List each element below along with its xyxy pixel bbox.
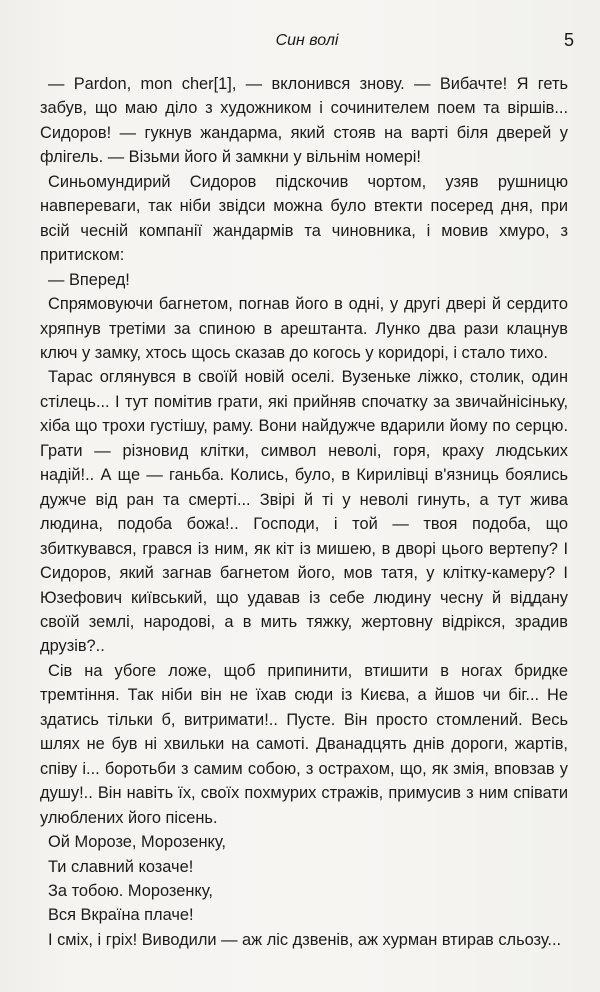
page-header	[40, 30, 574, 54]
paragraph: Синьомундирий Сидоров підскочив чортом, узяв рушницю навпереваги, так ніби звідси можна було втекти посеред дня, при всій чесній компанії жандармів та чиновника, і мовив хмуро, з притиском:	[40, 172, 568, 265]
running-title: Син волі	[275, 32, 339, 49]
verse-line: Вся Вкраїна плаче!	[48, 906, 194, 925]
paragraph: Сів на убоге ложе, щоб припинити, втишити в ногах бридке тремтіння. Так ніби він не їхав сюди із Києва, а йшов чи біг... Не здатись тільки б, витримати!.. Пусте. Він просто стомлений. Весь шлях не був ні хвильки на самоті. Дванадцять днів дороги, жартів, співу і... боротьби з самим собою, з острахом, що, як змія, вповзав у душу!.. Він навіть їх, своїх похмурих стражів, примусив з ним співати улюблених його пісень.	[40, 661, 568, 827]
verse-line: За тобою. Морозенку,	[48, 881, 213, 900]
verse-block	[40, 830, 568, 928]
paragraph: Тарас оглянувся в своїй новій оселі. Вузенькe ліжко, столик, один стілець... І тут помітив грати, які прийняв спочатку за звичайнісіньку, хіба що трохи густішу, раму. Вони найдужче вдарили йому по серцю. Грати — різновид клітки, символ неволі, горя, краху людських надій!.. А ще — ганьба. Колись, було, в Кирилівці в'язниць боялись дужче від ран та смерті... Звірі й ті у неволі гинуть, а тут жива людина, подоба божа!.. Господи, і той — твоя подоба, що збиткувався, грався із ним, як кіт із мишею, в дворі цього вертепу? І Сидоров, який загнав багнетом його, мов татя, у клітку-камеру? І Юзефович київський, що удавав із себе людину чесну й віддану своїй землі, народові, а в мить тяжку, жертовну відрікся, зрадив друзів?..	[40, 368, 568, 656]
page-number: 5	[563, 30, 574, 50]
paragraph: — Вперед!	[48, 270, 130, 289]
verse-line: Ти славний козаче!	[48, 857, 194, 876]
body-text	[40, 72, 568, 952]
verse-line: Ой Морозе, Морозенку,	[48, 833, 226, 852]
paragraph: — Pardon, mon cher[1], — вклонився знову. — Вибачте! Я геть забув, що маю діло з художником і сочинителем поем та віршів... Сидоров! — гукнув жандарма, який стояв на варті біля дверей у флігель. — Візьми його й замкни у вільнім номері!	[40, 75, 568, 167]
paragraph: Спрямовуючи багнетом, погнав його в одні, у другі двері й сердито хряпнув третіми за спиною в арештанта. Лунко два рази клацнув ключ у замку, хтось щось сказав до когось у коридорі, і стало тихо.	[40, 295, 568, 362]
paragraph: І сміх, і гріх! Виводили — аж ліс дзвенів, аж хурман втирав сльозу...	[48, 930, 562, 949]
